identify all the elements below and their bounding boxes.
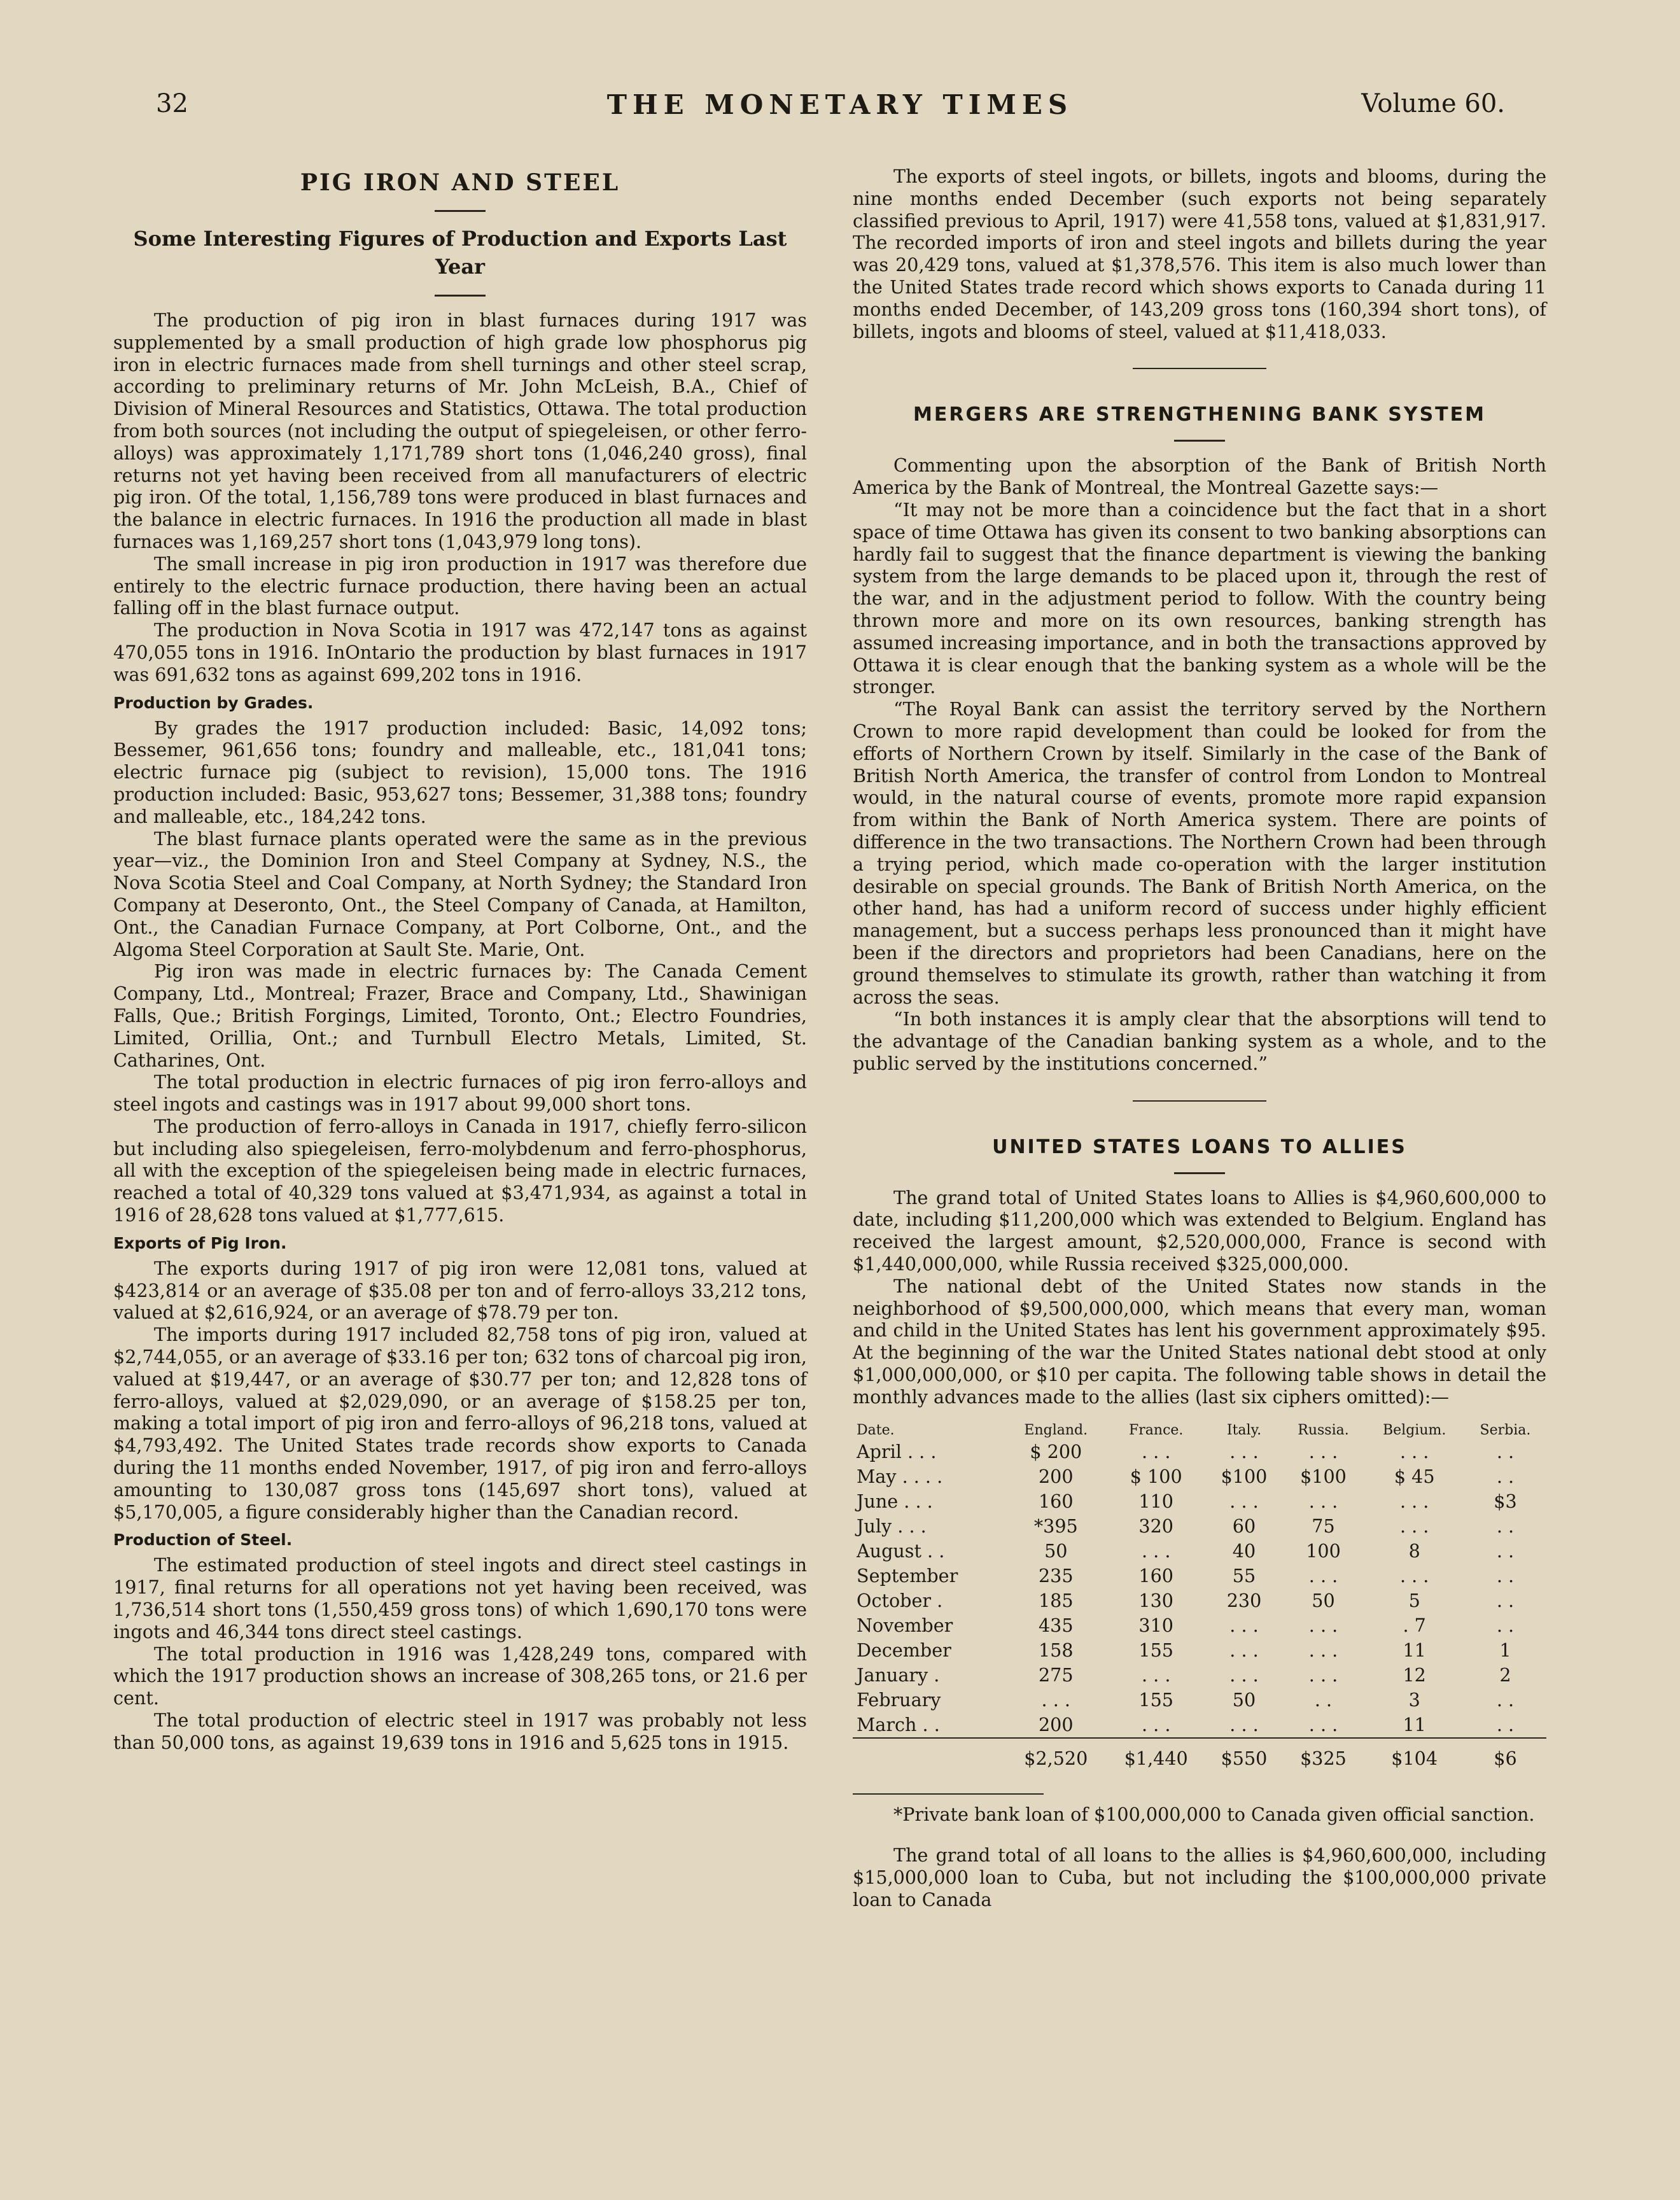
loans-table [853,1422,1546,1778]
paragraph: The production of pig iron in blast furnaces during 1917 was supplemented by a small production of high grade low phosphorus pig iron in electric furnaces made from shell turnings and other steel scrap, according to preliminary returns of Mr. John McLeish, B.A., Chief of Division of Mineral Resources and Statistics, Ottawa. The total production from both sources (not including the output of spiegeleisen, or other ferro-alloys) was approximately 1,171,789 short tons (1,046,240 gross), final returns not yet having been received from all manufacturers of electric pig iron. Of the total, 1,156,789 tons were produced in blast furnaces and the balance in electric furnaces. In 1916 the production all made in blast furnaces was 1,169,257 short tons (1,043,979 long tons). [113,309,807,552]
table-cell: . . . [1308,1714,1338,1736]
table-cell: . . . [1308,1615,1338,1637]
table-cell: 435 [1038,1615,1074,1637]
table-cell: . . . [1041,1689,1070,1711]
table-cell: . . [1496,1466,1515,1488]
total-cell: $550 [1206,1738,1282,1778]
table-cell: 200 [1038,1714,1074,1736]
table-cell: 235 [1038,1565,1074,1587]
table-cell: . . [1314,1689,1333,1711]
table-cell: 320 [1138,1515,1173,1538]
table-cell: 155 [1138,1639,1173,1662]
table-cell: 2 [1499,1664,1511,1686]
paragraph: “It may not be more than a coincidence but the fact that in a short space of time Ottawa has given its consent to two banking absorptions can hardly fail to suggest that the finance department is viewing the banking system from the large demands to be placed upon it, through the rest of the war, and in the adjustment period to follow. With the country being thrown more and more on its own resources, banking strength has assumed increasing importance, and in both the transactions approved by Ottawa it is clear enough that the banking system as a whole will be the stronger. [853,498,1546,698]
table-row [853,1713,1546,1738]
column-header: Russia. [1298,1422,1349,1438]
table-cell: 158 [1038,1639,1074,1662]
table-cell: August . . [857,1540,945,1562]
table-cell: 50 [1232,1689,1256,1711]
paragraph: “In both instances it is amply clear that the absorptions will tend to the advantage of the Canadian banking system as a whole, and to the public served by the institutions concerned.” [853,1008,1546,1074]
table-cell: 100 [1306,1540,1341,1562]
table-cell: . . . [1229,1615,1259,1637]
table-cell: May . . . . [857,1466,943,1488]
table-cell: December [857,1639,951,1662]
table-row [853,1613,1546,1638]
table-cell: . . . [1229,1441,1259,1463]
total-cell: $104 [1364,1738,1464,1778]
table-cell: . . [1496,1540,1515,1562]
table-cell: . . . [1308,1565,1338,1587]
paragraph: The exports of steel ingots, or billets, ingots and blooms, during the nine months ended December (such exports not being separately classified previous to April, 1917) were 41,558 tons, valued at $1,831,917. The recorded imports of iron and steel ingots and billets during the year was 20,429 tons, valued at $1,378,576. This item is also much lower than the United States trade record which shows exports to Canada during 11 months ended December, of 143,209 gross tons (160,394 short tons), of billets, ingots and blooms of steel, valued at $11,418,033. [853,165,1546,342]
table-cell: . . . [1399,1565,1429,1587]
table-cell: September [857,1565,958,1587]
table-cell: October . [857,1590,943,1612]
table-cell: . . . [1141,1714,1171,1736]
table-cell: $100 [1300,1466,1347,1488]
article-subtitle-pig-iron: Some Interesting Figures of Production and Exports Last Year [133,227,787,279]
divider [435,210,486,212]
table-cell: July . . . [857,1515,927,1538]
table-row [853,1539,1546,1564]
table-cell: . . . [1229,1714,1259,1736]
divider [435,295,486,297]
table-cell: 230 [1226,1590,1262,1612]
paragraph: The blast furnace plants operated were the same as in the previous year—viz., the Dominion Iron and Steel Company at Sydney, N.S., the Nova Scotia Steel and Coal Company, at North Sydney; the Standard Iron Company at Deseronto, Ont., the Steel Company of Canada, at Hamilton, Ont., the Canadian Furnace Company, at Port Colborne, Ont., and the Algoma Steel Corporation at Sault Ste. Marie, Ont. [113,827,807,960]
table-cell: . . [1496,1441,1515,1463]
journal-title: THE MONETARY TIMES [606,89,1074,120]
page-number: 32 [156,89,188,118]
table-totals-row [853,1738,1546,1778]
total-cell: $2,520 [1006,1738,1106,1778]
section-heading-grades: Production by Grades. [113,693,314,712]
divider [1174,440,1225,442]
table-cell: . . . [1399,1490,1429,1513]
table-cell: $3 [1494,1490,1517,1513]
table-cell: February [857,1689,941,1711]
volume-label: Volume 60. [1361,89,1505,118]
column-header: Serbia. [1480,1422,1531,1438]
paragraph: The total production in electric furnaces of pig iron ferro-alloys and steel ingots and castings was in 1917 about 99,000 short tons. [113,1071,807,1116]
footnote: *Private bank loan of $100,000,000 to Canada given official sanction. [893,1803,1535,1825]
total-cell: $6 [1464,1738,1546,1778]
paragraph: The small increase in pig iron production in 1917 was therefore due entirely to the electric furnace production, there having been an actual falling off in the blast furnace output. [113,552,807,619]
table-cell: 1 [1499,1639,1511,1662]
table-cell: . . [1496,1615,1515,1637]
table-cell: June . . . [857,1490,933,1513]
table-cell: . . . [1141,1540,1171,1562]
table-cell: . . [1496,1565,1515,1587]
paragraph: Commenting upon the absorption of the Bank of British North America by the Bank of Montreal, the Montreal Gazette says:— [853,454,1546,499]
table-cell: *395 [1033,1515,1078,1538]
table-cell: 200 [1038,1466,1074,1488]
table-cell: . . [1496,1590,1515,1612]
table-cell: 110 [1138,1490,1173,1513]
table-row [853,1514,1546,1539]
table-cell: 160 [1138,1565,1173,1587]
table-cell: November [857,1615,953,1637]
total-cell: $1,440 [1106,1738,1206,1778]
page-header [0,89,1680,134]
right-column [853,165,1546,1911]
divider [853,1793,1044,1795]
table-cell: . . [1496,1689,1515,1711]
table-cell: 3 [1408,1689,1420,1711]
left-column [113,165,807,1754]
table-cell: . . [1496,1714,1515,1736]
table-cell: $ 45 [1394,1466,1435,1488]
table-cell: 11 [1403,1714,1426,1736]
table-cell: January . [857,1664,940,1686]
table-cell: 275 [1038,1664,1074,1686]
table-cell: 50 [1044,1540,1068,1562]
table-cell: March . . [857,1714,940,1736]
loans-table-body [853,1440,1546,1778]
divider [1133,1100,1266,1102]
table-cell: . . . [1308,1639,1338,1662]
article-title-pig-iron: PIG IRON AND STEEL [300,169,620,196]
table-cell: . . . [1399,1441,1429,1463]
paragraph: By grades the 1917 production included: Basic, 14,092 tons; Bessemer, 961,656 tons; foundry and malleable, etc., 181,041 tons; electric furnace pig (subject to revision), 15,000 tons. The 1916 production included: Basic, 953,627 tons; Bessemer, 31,388 tons; foundry and malleable, etc., 184,242 tons. [113,717,807,827]
section-heading-steel: Production of Steel. [113,1531,293,1550]
table-cell: . . . [1308,1490,1338,1513]
paragraph: The grand total of United States loans to Allies is $4,960,600,000 to date, including $11,200,000 which was extended to Belgium. England has received the largest amount, $2,520,000,000, France is second with $1,440,000,000, while Russia received $325,000,000. [853,1186,1546,1275]
table-row [853,1688,1546,1713]
table-cell: $ 100 [1130,1466,1182,1488]
table-cell: . 7 [1403,1615,1426,1637]
paragraph: The exports during 1917 of pig iron were 12,081 tons, valued at $423,814 or an average of $35.08 per ton and of ferro-alloys 33,212 tons, valued at $2,616,924, or an average of $78.79 per ton. [113,1257,807,1324]
table-cell: 55 [1232,1565,1256,1587]
table-header-row [853,1422,1546,1440]
table-cell: 60 [1232,1515,1256,1538]
table-cell: . . . [1308,1441,1338,1463]
table-row [853,1464,1546,1489]
table-row [853,1638,1546,1663]
column-header: Belgium. [1383,1422,1446,1438]
article-title-mergers: MERGERS ARE STRENGTHENING BANK SYSTEM [913,403,1486,426]
paragraph: The imports during 1917 included 82,758 tons of pig iron, valued at $2,744,055, or an average of $33.16 per ton; 632 tons of charcoal pig iron, valued at $19,447, or an average of $30.77 per ton; and 12,828 tons of ferro-alloys, valued at $2,029,090, or an average of $158.25 per ton, making a total import of pig iron and ferro-alloys of 96,218 tons, valued at $4,793,492. The United States trade records show exports to Canada during the 11 months ended November, 1917, of pig iron and ferro-alloys amounting to 130,087 gross tons (145,697 short tons), valued at $5,170,005, a figure considerably higher than the Canadian record. [113,1324,807,1523]
table-cell: 12 [1403,1664,1426,1686]
total-cell [853,1738,1006,1778]
table-cell: . . . [1229,1639,1259,1662]
table-cell: . . . [1399,1515,1429,1538]
table-cell: 8 [1408,1540,1420,1562]
paragraph: The production in Nova Scotia in 1917 was 472,147 tons as against 470,055 tons in 1916. InOntario the production by blast furnaces in 1917 was 691,632 tons as against 699,202 tons in 1916. [113,619,807,685]
table-cell: 155 [1138,1689,1173,1711]
article-title-loans: UNITED STATES LOANS TO ALLIES [992,1135,1407,1158]
table-row [853,1489,1546,1514]
table-row [853,1663,1546,1688]
table-cell: $ 200 [1030,1441,1082,1463]
total-cell: $325 [1282,1738,1365,1778]
table-row [853,1440,1546,1464]
table-cell: 310 [1138,1615,1173,1637]
divider [1133,368,1266,369]
paragraph: The grand total of all loans to the allies is $4,960,600,000, including $15,000,000 loan to Cuba, but not including the $100,000,000 private loan to Canada [853,1844,1546,1911]
table-cell: 40 [1232,1540,1256,1562]
table-cell: 160 [1038,1490,1074,1513]
table-cell: . . . [1229,1664,1259,1686]
column-header: Date. [857,1422,895,1438]
table-cell: 5 [1408,1590,1420,1612]
table-cell: 130 [1138,1590,1173,1612]
paragraph: The national debt of the United States now stands in the neighborhood of $9,500,000,000, which means that every man, woman and child in the United States has lent his government approximately $95. At the beginning of the war the United States national debt stood at only $1,000,000,000, or $10 per capita. The following table shows in detail the monthly advances made to the allies (last six ciphers omitted):— [853,1275,1546,1408]
table-row [853,1564,1546,1588]
paragraph: The total production in 1916 was 1,428,249 tons, compared with which the 1917 production shows an increase of 308,265 tons, or 21.6 per cent. [113,1643,807,1709]
table-cell: . . . [1141,1441,1171,1463]
table-cell: . . . [1141,1664,1171,1686]
column-header: Italy. [1226,1422,1262,1438]
paragraph: The total production of electric steel in 1917 was probably not less than 50,000 tons, as against 19,639 tons in 1916 and 5,625 tons in 1915. [113,1709,807,1753]
table-cell: . . . [1308,1664,1338,1686]
table-cell: 185 [1038,1590,1074,1612]
table-cell: 11 [1403,1639,1426,1662]
table-cell: April . . . [857,1441,937,1463]
table-cell: $100 [1221,1466,1268,1488]
paragraph: The estimated production of steel ingots and direct steel castings in 1917, final returns for all operations not yet having been received, was 1,736,514 short tons (1,550,459 gross tons) of which 1,690,170 tons were ingots and 46,344 tons direct steel castings. [113,1554,807,1643]
table-cell: . . . [1229,1490,1259,1513]
table-cell: 50 [1312,1590,1335,1612]
paragraph: “The Royal Bank can assist the territory served by the Northern Crown to more rapid development than could be looked for from the efforts of Northern Crown by itself. Similarly in the case of the Bank of British North America, the transfer of control from London to Montreal would, in the natural course of events, promote more rapid expansion from within the Bank of North America system. There are points of difference in the two transactions. The Northern Crown had been through a trying period, which made co-operation with the larger institution desirable on special grounds. The Bank of British North America, on the other hand, has had a uniform record of success under highly efficient management, but a success perhaps less pronounced than it might have been if the directors and proprietors had been Canadians, here on the ground themselves to stimulate its growth, rather than watching it from across the seas. [853,698,1546,1008]
table-cell: . . [1496,1515,1515,1538]
column-header: France. [1129,1422,1184,1438]
paragraph: Pig iron was made in electric furnaces by: The Canada Cement Company, Ltd., Montreal; Frazer, Brace and Company, Ltd., Shawinigan Falls, Que.; British Forgings, Limited, Toronto, Ont.; Electro Foundries, Limited, Orillia, Ont.; and Turnbull Electro Metals, Limited, St. Catharines, Ont. [113,960,807,1071]
paragraph: The production of ferro-alloys in Canada in 1917, chiefly ferro-silicon but including also spiegeleisen, ferro-molybdenum and ferro-phosphorus, all with the exception of the spiegeleisen being made in electric furnaces, reached a total of 40,329 tons valued at $3,471,934, as against a total in 1916 of 28,628 tons valued at $1,777,615. [113,1115,807,1226]
divider [1174,1172,1225,1174]
table-row [853,1588,1546,1613]
table-cell: 75 [1312,1515,1335,1538]
section-heading-exports: Exports of Pig Iron. [113,1233,287,1252]
column-header: England. [1024,1422,1088,1438]
